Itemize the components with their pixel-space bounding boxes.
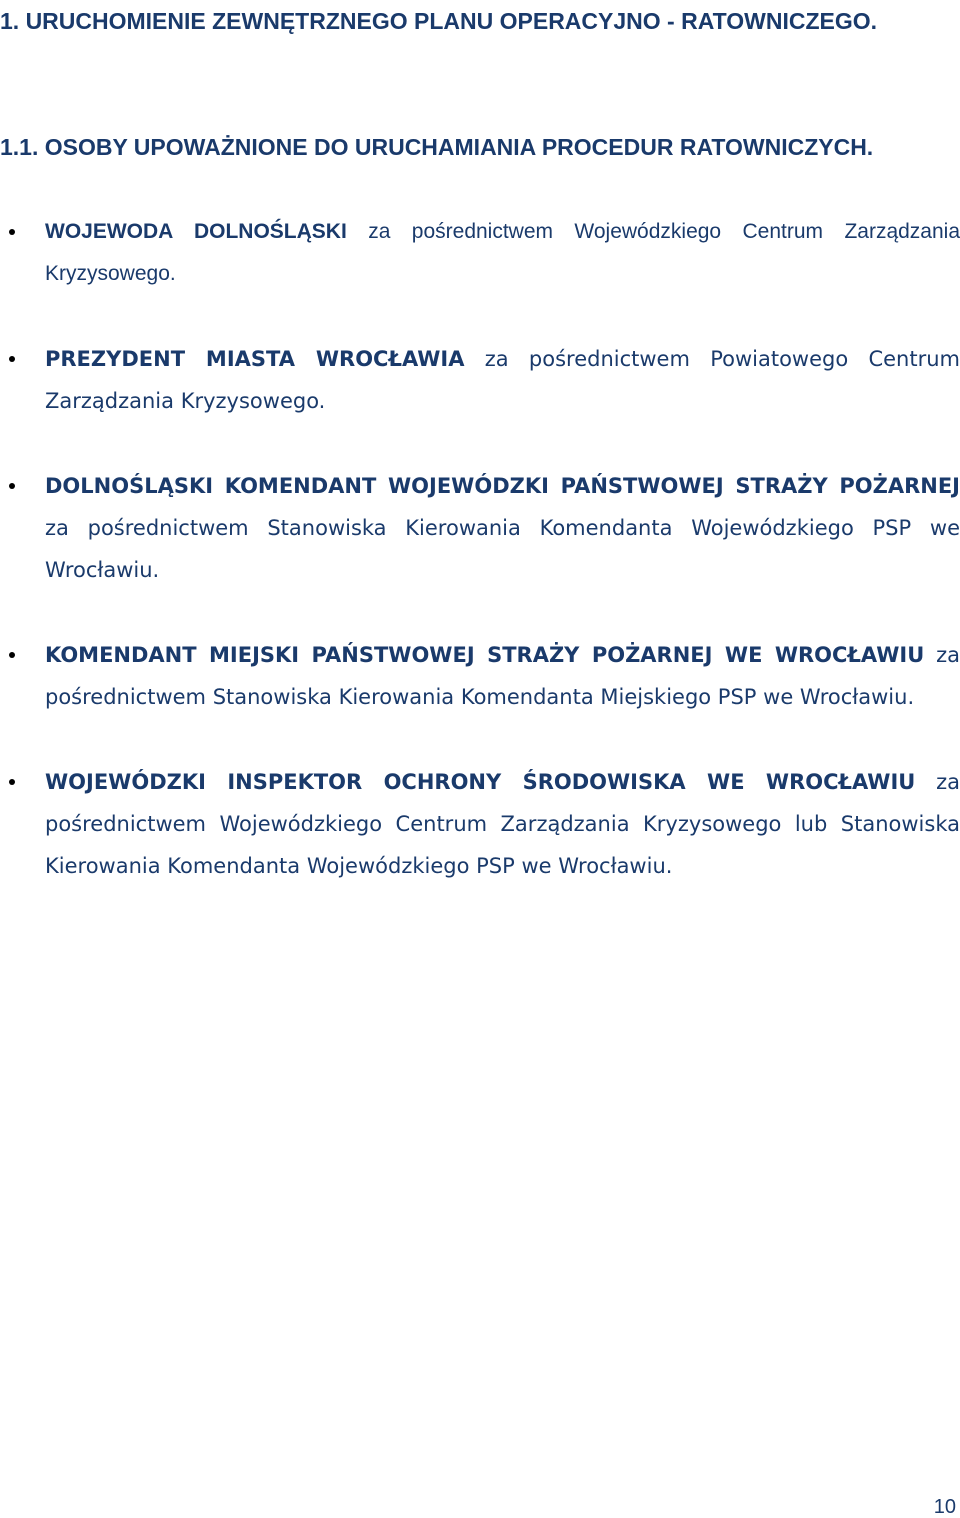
section-heading: 1. URUCHOMIENIE ZEWNĘTRZNEGO PLANU OPERACYJNO - RATOWNICZEGO. (0, 8, 878, 34)
bullet-icon (9, 779, 15, 785)
list-item-text (45, 634, 960, 718)
list-item-title: WOJEWODA DOLNOŚLĄSKI (45, 220, 347, 243)
bullet-icon (9, 229, 15, 235)
list-item-title: KOMENDANT MIEJSKI PAŃSTWOWEJ STRAŻY POŻARNEJ WE WROCŁAWIU (45, 643, 925, 667)
subsection-heading: 1.1. OSOBY UPOWAŻNIONE DO URUCHAMIANIA PROCEDUR RATOWNICZYCH. (0, 134, 874, 160)
list-item-title: DOLNOŚLĄSKI KOMENDANT WOJEWÓDZKI PAŃSTWOWEJ STRAŻY POŻARNEJ (45, 474, 960, 498)
list-item-text (45, 211, 960, 295)
list-item-description: za pośrednictwem Stanowiska Kierowania Komendanta Miejskiego PSP we Wrocławiu. (45, 643, 960, 709)
list-item-description: za pośrednictwem Stanowiska Kierowania Komendanta Wojewódzkiego PSP we Wrocławiu. (45, 516, 960, 582)
bullet-icon (9, 483, 15, 489)
list-item-text (45, 338, 960, 422)
list-item-title: PREZYDENT MIASTA WROCŁAWIA (45, 347, 465, 371)
bullet-icon (9, 652, 15, 658)
list-item-description: za pośrednictwem Powiatowego Centrum Zarządzania Kryzysowego. (45, 347, 960, 413)
list-item-text (45, 465, 960, 591)
list-item-description: za pośrednictwem Wojewódzkiego Centrum Zarządzania Kryzysowego. (45, 220, 960, 285)
page-number: 10 (933, 1496, 956, 1518)
bullet-icon (9, 356, 15, 362)
list-item-title: WOJEWÓDZKI INSPEKTOR OCHRONY ŚRODOWISKA WE WROCŁAWIU (45, 770, 916, 794)
list-item-text (45, 761, 960, 887)
list-item-description: za pośrednictwem Wojewódzkiego Centrum Zarządzania Kryzysowego lub Stanowiska Kierowania Komendanta Wojewódzkiego PSP we Wrocławiu. (45, 770, 960, 878)
